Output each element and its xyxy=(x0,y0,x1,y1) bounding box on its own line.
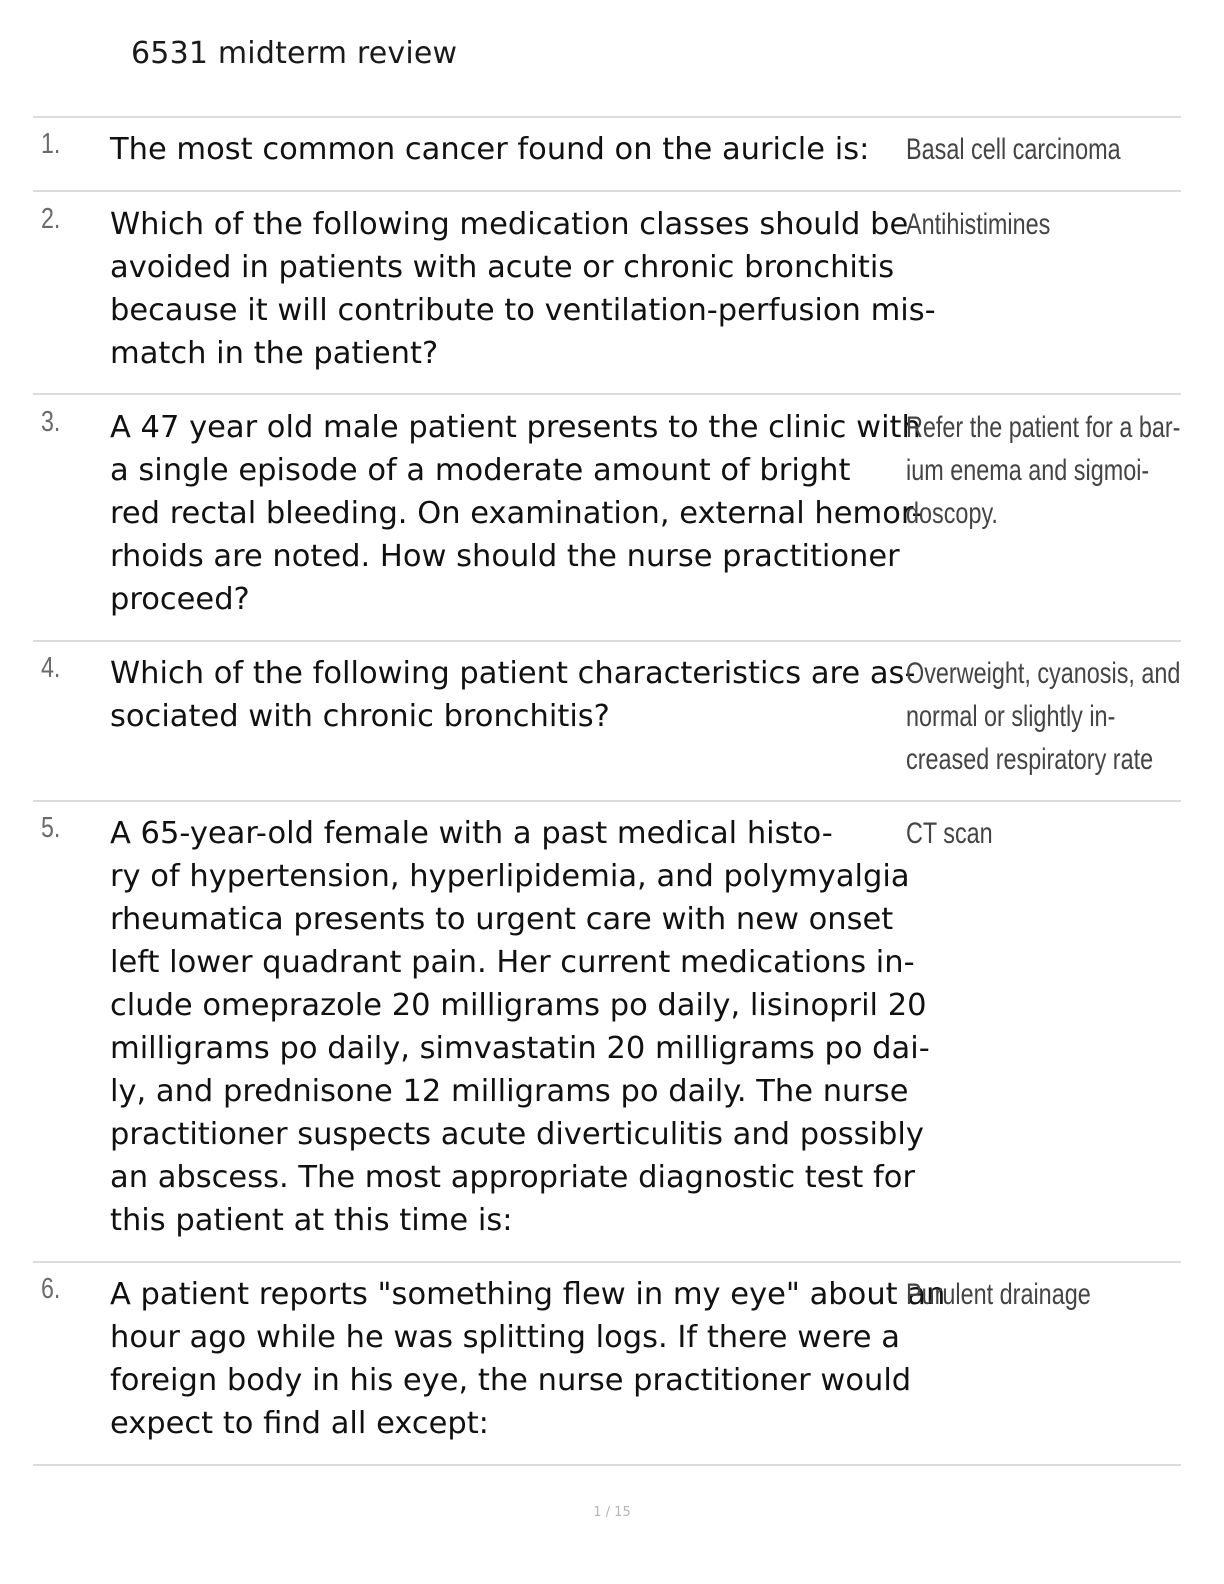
question-text: A patient reports "something flew in my eye" about an hour ago while he was splitting logs. If there were a foreign body in his eye, the nurse practitioner would expect to find all except: xyxy=(110,1277,946,1441)
divider xyxy=(33,1464,1181,1466)
item-number: 2. xyxy=(41,203,61,235)
question-text: The most common cancer found on the auricle is: xyxy=(110,132,870,167)
item-number: 5. xyxy=(41,812,61,844)
item-number: 6. xyxy=(41,1273,61,1305)
question-text: A 65-year-old female with a past medical histo- ry of hypertension, hyperlipidemia, and polymyalgia rheumatica presents to urgent care with new onset left lower quadrant pain. Her current medications in- clude omeprazole 20 milligrams po daily, lisinopril 20 milligrams po daily, simvastatin 20 milligrams po dai- ly, and prednisone 12 milligrams po daily. The nurse practitioner suspects acute diverticulitis and possibly an abscess. The most appropriate diagnostic test for this patient at this time is: xyxy=(110,816,930,1238)
question-text: A 47 year old male patient presents to the clinic with a single episode of a moderate amount of bright red rectal bleeding. On examination, external hemor- rhoids are noted. How should the nurse practitioner proceed? xyxy=(110,410,923,617)
item-number: 1. xyxy=(41,128,61,160)
item-number: 4. xyxy=(41,652,61,684)
item-number: 3. xyxy=(41,406,61,438)
divider xyxy=(33,800,1181,802)
question-text: Which of the following patient characteristics are as- sociated with chronic bronchitis? xyxy=(110,656,916,734)
answer-text: Refer the patient for a bar- ium enema and sigmoi- doscopy. xyxy=(906,411,1181,530)
divider xyxy=(33,116,1181,118)
page-indicator: 1 / 15 xyxy=(593,1505,631,1520)
divider xyxy=(33,1261,1181,1263)
answer-text: Purulent drainage xyxy=(906,1278,1091,1311)
answer-text: Overweight, cyanosis, and normal or slightly in- creased respiratory rate xyxy=(906,657,1181,776)
divider xyxy=(33,190,1181,192)
divider xyxy=(33,640,1181,642)
answer-text: Basal cell carcinoma xyxy=(906,133,1121,166)
question-text: Which of the following medication classes should be avoided in patients with acute or chronic bronchitis because it will contribute to ventilation-perfusion mis- match in the patient? xyxy=(110,207,936,371)
answer-text: Antihistimines xyxy=(906,208,1051,241)
document-title: 6531 midterm review xyxy=(131,36,458,71)
divider xyxy=(33,393,1181,395)
answer-text: CT scan xyxy=(906,817,993,850)
